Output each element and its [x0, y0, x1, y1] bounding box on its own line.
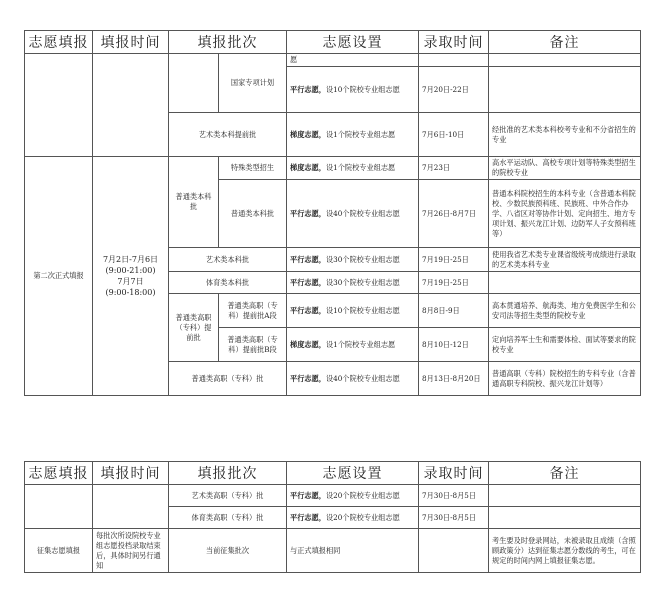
admission-table-2	[24, 461, 641, 573]
note-cell: 高水平运动队、高校专项计划等特殊类型招生的院校专业	[489, 157, 641, 180]
header-luqu-shijian: 录取时间	[419, 31, 489, 54]
setting-cell: 与正式填报相同	[287, 529, 419, 573]
header-zhiyuan-tianbao: 志愿填报	[25, 31, 93, 54]
batch-cell: 艺术类本科批	[169, 248, 287, 272]
header-tianbao-shijian: 填报时间	[93, 462, 169, 485]
setting-cell: 平行志愿，设20个院校专业组志愿	[287, 507, 419, 529]
time-cell: 7月19日-25日	[419, 248, 489, 272]
header-row	[25, 31, 641, 54]
batch-cell: 普通类本科批	[219, 180, 287, 248]
batch-cell: 艺术类本科提前批	[169, 113, 287, 157]
batch-group-label: 普通类本科批	[169, 157, 219, 248]
time-cell	[419, 529, 489, 573]
note-cell	[489, 507, 641, 529]
header-tianbao-pici: 填报批次	[169, 462, 287, 485]
batch-cell: 普通类高职（专科）提前批A段	[219, 294, 287, 328]
setting-cell: 梯度志愿，设1个院校专业组志愿	[287, 113, 419, 157]
note-cell: 经批准的艺术类本科校考专业和不分省招生的专业	[489, 113, 641, 157]
fill-time-cell: 每批次所设院校专业组志愿投档录取结束后，具体时间另行通知	[93, 529, 169, 573]
setting-cell: 平行志愿，设30个院校专业组志愿	[287, 248, 419, 272]
header-beizhu: 备注	[489, 31, 641, 54]
stage-label: 第二次正式填报	[25, 157, 93, 396]
header-luqu-shijian: 录取时间	[419, 462, 489, 485]
header-tianbao-shijian: 填报时间	[93, 31, 169, 54]
batch-cell: 体育类本科批	[169, 272, 287, 294]
note-cell: 高本贯通培养、航海类、地方免费医学生和公安司法等招生类型的院校专业	[489, 294, 641, 328]
setting-cell: 平行志愿，设10个院校专业组志愿	[287, 67, 419, 113]
admission-table-1	[24, 30, 641, 396]
batch-cell: 特殊类型招生	[219, 157, 287, 180]
time-cell: 7月30日-8月5日	[419, 485, 489, 507]
note-cell	[489, 485, 641, 507]
note-cell: 考生要及时登录网站，未被录取且成绩（含照顾政策分）达到征集志愿分数线的考生，可在规定的时间内网上填报征集志愿。	[489, 529, 641, 573]
header-zhiyuan-tianbao: 志愿填报	[25, 462, 93, 485]
note-cell: 普通本科院校招生的本科专业（含普通本科院校、少数民族预科班、民族班、中外合作办学、八省区对等协作计划、定向招生、地方专项计划、振兴龙江计划、边防军人子女预科班等）	[489, 180, 641, 248]
fill-time-cell: 7月2日-7月6日 (9:00-21:00) 7月7日 (9:00-18:00)	[93, 157, 169, 396]
setting-cell: 平行志愿，设10个院校专业组志愿	[287, 294, 419, 328]
batch-cell: 体育类高职（专科）批	[169, 507, 287, 529]
note-cell	[489, 67, 641, 113]
setting-cell: 平行志愿，设40个院校专业组志愿	[287, 180, 419, 248]
note-cell	[489, 272, 641, 294]
setting-cell: 梯度志愿，设1个院校专业组志愿	[287, 328, 419, 362]
setting-cell: 平行志愿，设30个院校专业组志愿	[287, 272, 419, 294]
batch-cell: 当前征集批次	[169, 529, 287, 573]
note-cell: 定向培养军士生和需要体检、面试等要求的院校专业	[489, 328, 641, 362]
header-row	[25, 462, 641, 485]
table-row	[25, 54, 641, 67]
header-zhiyuan-shezhi: 志愿设置	[287, 462, 419, 485]
header-tianbao-pici: 填报批次	[169, 31, 287, 54]
time-cell: 8月8日-9日	[419, 294, 489, 328]
header-zhiyuan-shezhi: 志愿设置	[287, 31, 419, 54]
setting-cell: 愿	[287, 54, 419, 67]
time-cell: 7月23日	[419, 157, 489, 180]
time-cell: 7月26日-8月7日	[419, 180, 489, 248]
batch-cell: 艺术类高职（专科）批	[169, 485, 287, 507]
setting-cell: 平行志愿，设40个院校专业组志愿	[287, 362, 419, 396]
time-cell: 8月10日-12日	[419, 328, 489, 362]
note-cell: 普通高职（专科）院校招生的专科专业（含普通高职专科院校、振兴龙江计划等）	[489, 362, 641, 396]
table-row	[25, 157, 641, 180]
time-cell: 8月13日-8月20日	[419, 362, 489, 396]
note-cell: 使用我省艺术类专业课省级统考成绩进行录取的艺术类本科专业	[489, 248, 641, 272]
setting-cell: 平行志愿，设20个院校专业组志愿	[287, 485, 419, 507]
time-cell: 7月19日-25日	[419, 272, 489, 294]
time-cell: 7月20日-22日	[419, 67, 489, 113]
batch-cell: 普通类高职（专科）批	[169, 362, 287, 396]
table-row	[25, 529, 641, 573]
batch-group-label: 普通类高职（专科）提前批	[169, 294, 219, 362]
time-cell: 7月6日-10日	[419, 113, 489, 157]
table-row	[25, 485, 641, 507]
batch-cell: 国家专项计划	[219, 54, 287, 113]
stage-label: 征集志愿填报	[25, 529, 93, 573]
header-beizhu: 备注	[489, 462, 641, 485]
batch-cell: 普通类高职（专科）提前批B段	[219, 328, 287, 362]
time-cell: 7月30日-8月5日	[419, 507, 489, 529]
setting-cell: 梯度志愿，设1个院校专业组志愿	[287, 157, 419, 180]
